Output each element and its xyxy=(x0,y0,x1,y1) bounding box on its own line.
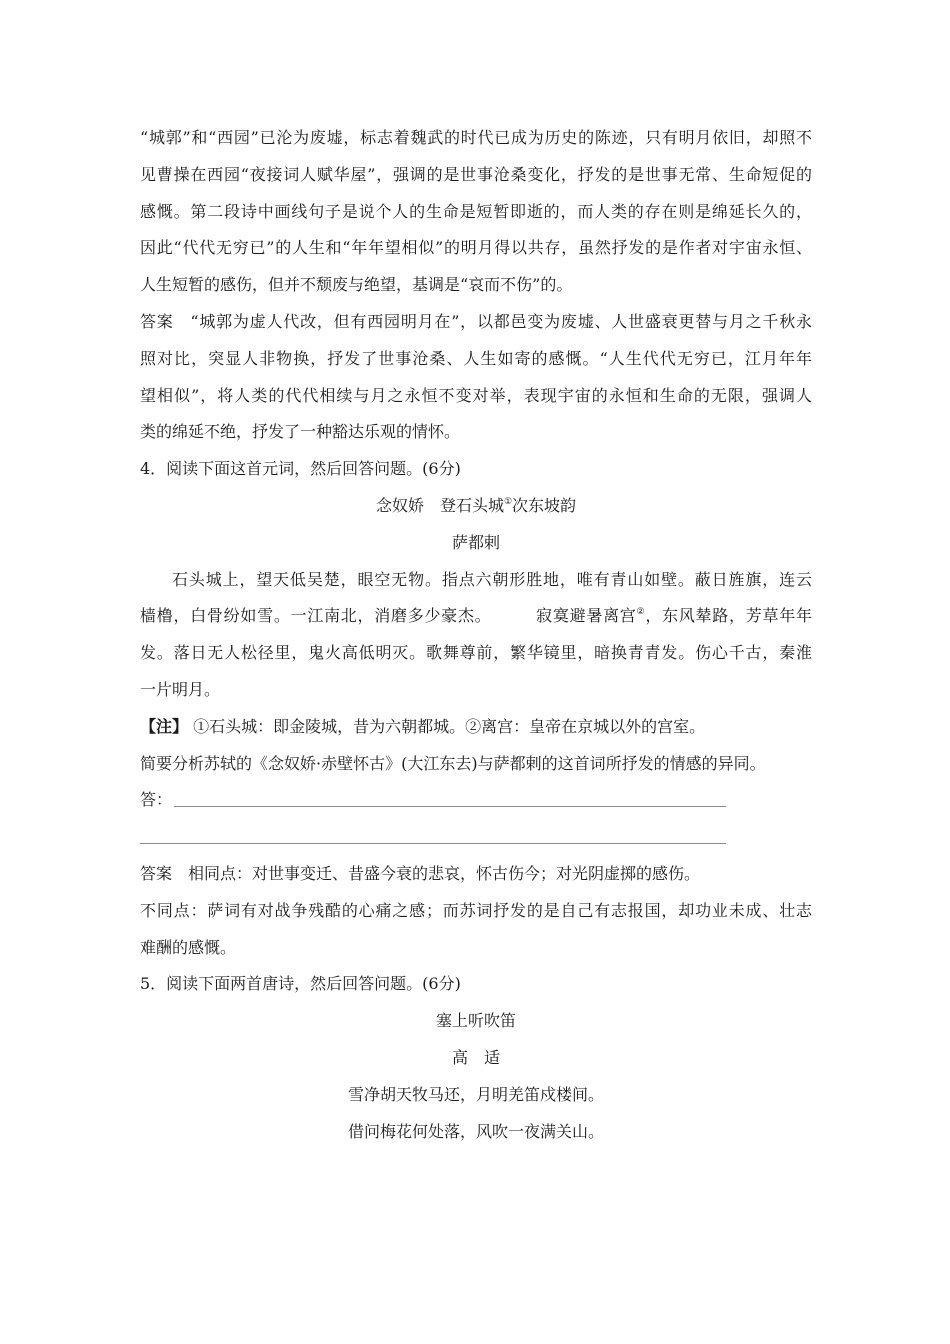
answer-rule xyxy=(140,843,726,844)
poem-title-main: 念奴娇 登石头城 xyxy=(375,495,504,515)
question-prompt: 4．阅读下面这首元词，然后回答问题。(6分) xyxy=(140,459,461,479)
poem-author: 萨都剌 xyxy=(451,532,500,552)
poem-note xyxy=(140,709,812,746)
question-text: 简要分析苏轼的《念奴娇·赤壁怀古》(大江东去)与萨都剌的这首词所抒发的情感的异同。 xyxy=(140,753,766,773)
question-4 xyxy=(140,451,812,966)
poem-text: 寂寞避暑离宫 xyxy=(535,606,637,626)
poem-title-tail: 次东坡韵 xyxy=(512,495,577,515)
footnote-marker: ① xyxy=(503,496,513,507)
text-line: 人生短暂的感伤，但并不颓废与绝望，基调是“哀而不伤”的。 xyxy=(140,275,573,295)
poem-text: 樯橹，白骨纷如雪。一江南北，消磨多少豪杰。 xyxy=(140,606,492,626)
answer-blank-2[interactable] xyxy=(140,819,812,856)
note-label: 【注】 xyxy=(140,716,189,736)
text-line: 类的绵延不绝，抒发了一种豁达乐观的情怀。 xyxy=(140,422,461,442)
answer-text: 答案 相同点：对世事变迁、昔盛今衰的悲哀，怀古伤今；对光阴虚掷的感伤。 xyxy=(140,863,701,883)
analysis-paragraph xyxy=(140,120,812,304)
poem-author: 高 适 xyxy=(451,1047,500,1067)
answer-3 xyxy=(140,304,812,451)
poem-text: ，东风辇路，芳草年年 xyxy=(645,606,812,626)
poem-line xyxy=(140,598,812,635)
note-text: ①石头城：即金陵城，昔为六朝都城。②离宫：皇帝在京城以外的宫室。 xyxy=(193,716,706,736)
poem-line: 雪净胡天牧马还，月明羌笛戍楼间。 xyxy=(347,1084,604,1104)
answer-text: 难酬的感慨。 xyxy=(140,937,237,957)
poem-line: 石头城上，望天低吴楚，眼空无物。指点六朝形胜地，唯有青山如壁。蔽日旌旗，连云 xyxy=(172,569,812,589)
answer-rule xyxy=(174,806,726,807)
poem-title: 塞上听吹笛 xyxy=(435,1011,516,1031)
answer-text: 不同点：萨词有对战争残酷的心痛之感；而苏词抒发的是自己有志报国，却功业未成、壮志 xyxy=(140,900,812,920)
text-line: 见曹操在西园“夜接词人赋华屋”，强调的是世事沧桑变化，抒发的是世事无常、生命短促的 xyxy=(140,164,812,184)
footnote-marker: ② xyxy=(636,607,646,618)
poem-line: 借问梅花何处落，风吹一夜满关山。 xyxy=(347,1121,604,1141)
document-page xyxy=(140,120,812,1150)
text-line: 照对比，突显人非物换，抒发了世事沧桑、人生如寄的感慨。“人生代代无穷已，江月年年 xyxy=(140,348,812,368)
text-line: 因此“代代无穷已”的人生和“年年望相似”的明月得以共存，虽然抒发的是作者对宇宙永恒、 xyxy=(140,238,812,258)
answer-label: 答： xyxy=(140,790,173,810)
question-5 xyxy=(140,966,812,1150)
question-prompt: 5．阅读下面两首唐诗，然后回答问题。(6分) xyxy=(140,974,461,994)
text-line: 答案 “城郭为虚人代改，但有西园明月在”，以都邑变为废墟、人世盛衰更替与月之千秋永 xyxy=(140,311,812,331)
poem-line: 发。落日无人松径里，鬼火高低明灭。歌舞尊前，繁华镜里，暗换青青发。伤心千古，秦淮 xyxy=(140,643,812,663)
text-line: 感慨。第二段诗中画线句子是说个人的生命是短暂即逝的，而人类的存在则是绵延长久的， xyxy=(140,201,812,221)
poem-title xyxy=(140,488,812,525)
text-line: 望相似”，将人类的代代相续与月之永恒不变对举，表现宇宙的永恒和生命的无限，强调人 xyxy=(140,385,812,405)
poem-line: 一片明月。 xyxy=(140,679,221,699)
answer-blank-1[interactable] xyxy=(140,782,812,819)
text-line: “城郭”和“西园”已沦为废墟，标志着魏武的时代已成为历史的陈迹，只有明月依旧，却照不 xyxy=(140,128,812,147)
